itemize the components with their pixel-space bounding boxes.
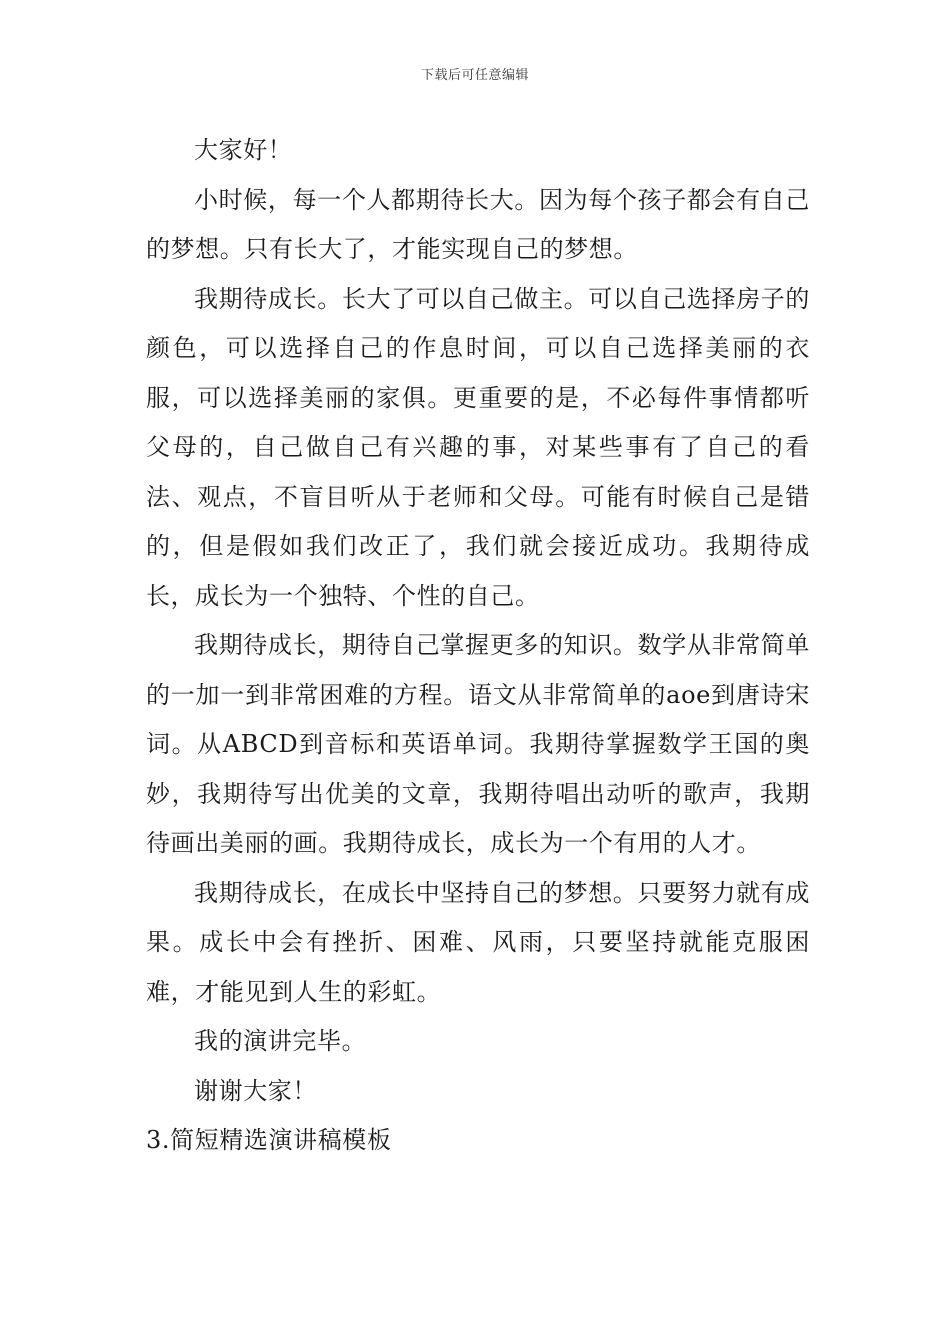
paragraph-2: 我期待成长。长大了可以自己做主。可以自己选择房子的颜色，可以选择自己的作息时间，可以自己选择美丽的衣服，可以选择美丽的家俱。更重要的是，不必每件事情都听父母的，自己做自己有兴趣的事，对某些事有了自己的看法、观点，不盲目听从于老师和父母。可能有时候自己是错的，但是假如我们改正了，我们就会接近成功。我期待成长，成长为一个独特、个性的自己。: [146, 284, 810, 610]
paragraph-thanks: 谢谢大家！: [194, 1076, 317, 1105]
section-heading: 3.简短精选演讲稿模板: [146, 1126, 392, 1154]
header-note: 下载后可任意编辑: [420, 68, 529, 83]
document-body: [146, 126, 810, 1166]
paragraph-4: 我期待成长，在成长中坚持自己的梦想。只要努力就有成果。成长中会有挫折、困难、风雨，只要坚持就能克服困难，才能见到人生的彩虹。: [146, 878, 810, 1006]
paragraph-closing: 我的演讲完毕。: [194, 1027, 367, 1055]
paragraph-greeting: 大家好！: [194, 136, 293, 164]
paragraph-3: 我期待成长，期待自己掌握更多的知识。数学从非常简单的一加一到非常困难的方程。语文从非常简单的aoe到唐诗宋词。从ABCD到音标和英语单词。我期待掌握数学王国的奥妙，我期待写出优美的文章，我期待唱出动听的歌声，我期待画出美丽的画。我期待成长，成长为一个有用的人才。: [146, 631, 810, 857]
paragraph-1: 小时候，每一个人都期待长大。因为每个孩子都会有自己的梦想。只有长大了，才能实现自己的梦想。: [146, 185, 810, 263]
